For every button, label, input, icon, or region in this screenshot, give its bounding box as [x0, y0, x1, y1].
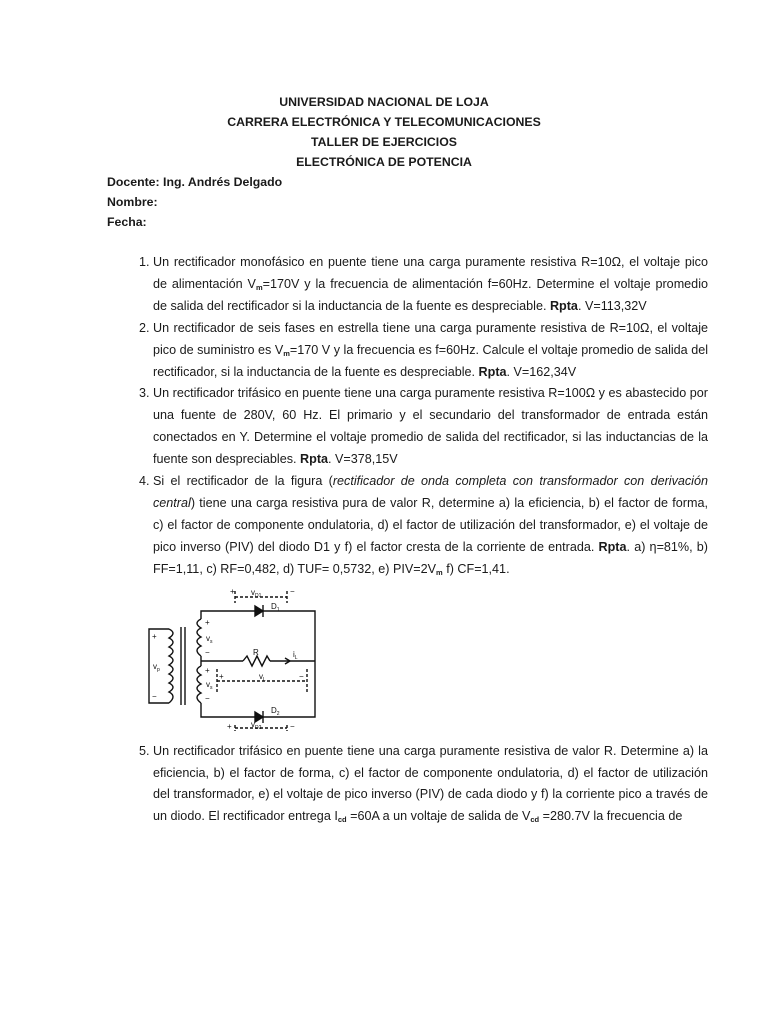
- diode-d1: [255, 606, 263, 616]
- exercise-3: 3. Un rectificador trifásico en puente tiene una carga puramente resistiva R=100Ω y es abastecido por una fuente de 280V, 60 Hz. El primario y el secundario del transformador de entrada están conectados en Y. Determine el voltaje promedio de salida del rectificador, si las inductancias de la fuente son despreciables. Rpta. V=378,15V: [153, 383, 708, 471]
- figure-reference: rectificador de onda completa con transformador con derivación central: [153, 474, 708, 510]
- resistor-label: R: [253, 647, 259, 657]
- vs2-label: $v_s$: [206, 679, 213, 691]
- exercise-1: 1. Un rectificador monofásico en puente tiene una carga puramente resistiva R=10Ω, el voltaje pico de alimentación $V_m=170V$ y la frecuencia de alimentación f=60Hz. Determine el voltaje promedio de salida del rectificador si la inductancia de la fuente es despreciable. Rpta. V=113,32V: [153, 252, 708, 318]
- d1-label: $D_1$: [271, 601, 280, 613]
- exercise-5: 5. Un rectificador trifásico en puente tiene una carga puramente resistiva de valor R. Determine a) la eficiencia, b) el factor de forma, c) el factor de componente ondulatoria, d) el factor de utilización del transformador, e) el voltaje de pico inverso (PIV) de cada diodo y f) la corriente pico a través de un diodo. El rectificador entrega $I_{cd} =60A$ a un voltaje de salida de $V_{cd} =280.7V$ la frecuencia de: [153, 741, 708, 829]
- center-tapped-rectifier-diagram: [147, 589, 317, 731]
- exercise-4: 4. Si el rectificador de la figura (rectificador de onda completa con transformador con derivación central) tiene una carga resistiva pura de valor R, determine a) la eficiencia, b) el factor de forma, c) el factor de componente ondulatoria, d) el factor de utilización del transformador, e) el voltaje de pico inverso (PIV) del diodo D1 y f) el factor cresta de la corriente de entrada. Rpta. a) η=81%, b) FF=1,11, c) RF=0,482, d) TUF= 0,5732, e) $PIV=2V_m$ f) CF=1,41. $v_{D1}$ + − $D_1$ R $i_L$ $v_L$ + − $D_2$ $v_{D2}$ + − $v_p$ + − $v_s$ + − $v_s$ + −: [153, 471, 708, 731]
- plus-sign: +: [230, 588, 235, 596]
- vs1-label: $v_s$: [206, 633, 213, 645]
- outer-wire: [201, 611, 315, 717]
- vs1-minus: −: [205, 647, 210, 657]
- answer-value: . a) η=81%, b) FF=1,11, c) RF=0,482, d) TUF= 0,5732, e) PIV=2V: [153, 539, 708, 576]
- minus-sign: −: [290, 588, 295, 596]
- d2-label: $D_2$: [271, 705, 280, 717]
- vd2-plus: +: [227, 721, 232, 731]
- exercise-list: [107, 252, 708, 828]
- vl-plus: +: [219, 671, 224, 681]
- vd1-label: $v_{D1}$: [251, 588, 262, 599]
- primary-coil: [169, 629, 173, 703]
- vs1-plus: +: [205, 617, 210, 627]
- secondary-coil-bottom: [197, 666, 201, 703]
- answer-label: Rpta: [598, 539, 627, 554]
- vs2-minus: −: [205, 693, 210, 703]
- document-meta: [107, 172, 282, 232]
- vd2-minus: −: [290, 721, 295, 731]
- secondary-coil-top: [197, 619, 201, 656]
- workshop-title: TALLER DE EJERCICIOS: [311, 135, 457, 149]
- vs2-plus: +: [205, 665, 210, 675]
- vp-label: $v_p$: [153, 661, 160, 673]
- exercise-2: 2. Un rectificador de seis fases en estrella tiene una carga puramente resistiva de R=10Ω, el voltaje pico de suministro es $V_m=170$ V y la frecuencia es f=60Hz. Calcule el voltaje promedio de salida del rectificador, si la inductancia de la fuente es despreciable. Rpta. V=162,34V: [153, 318, 708, 384]
- answer-label: Rpta: [300, 452, 329, 467]
- vl-label: $v_L$: [259, 671, 266, 683]
- career-name: CARRERA ELECTRÓNICA Y TELECOMUNICACIONES: [227, 115, 541, 129]
- answer-value: . V=378,15V: [328, 452, 398, 467]
- course-name: ELECTRÓNICA DE POTENCIA: [296, 155, 472, 169]
- vl-minus: −: [299, 671, 304, 681]
- teacher-line: Docente: Ing. Andrés Delgado: [107, 175, 283, 189]
- vp-plus: +: [152, 631, 157, 641]
- answer-value: . V=162,34V: [506, 364, 577, 379]
- university-name: UNIVERSIDAD NACIONAL DE LOJA: [279, 95, 489, 109]
- vd2-label: $v_{D2}$: [251, 719, 262, 731]
- answer-label: Rpta: [549, 298, 578, 313]
- load-resistor: [243, 656, 270, 666]
- il-label: $i_L$: [293, 649, 298, 661]
- date-line: Fecha:: [107, 215, 147, 229]
- diode-d2: [255, 712, 263, 722]
- answer-label: Rpta: [478, 364, 507, 379]
- document-header: [0, 92, 768, 172]
- vp-minus: −: [152, 691, 157, 701]
- answer-value: . V=113,32V: [577, 298, 647, 313]
- name-line: Nombre:: [107, 195, 158, 209]
